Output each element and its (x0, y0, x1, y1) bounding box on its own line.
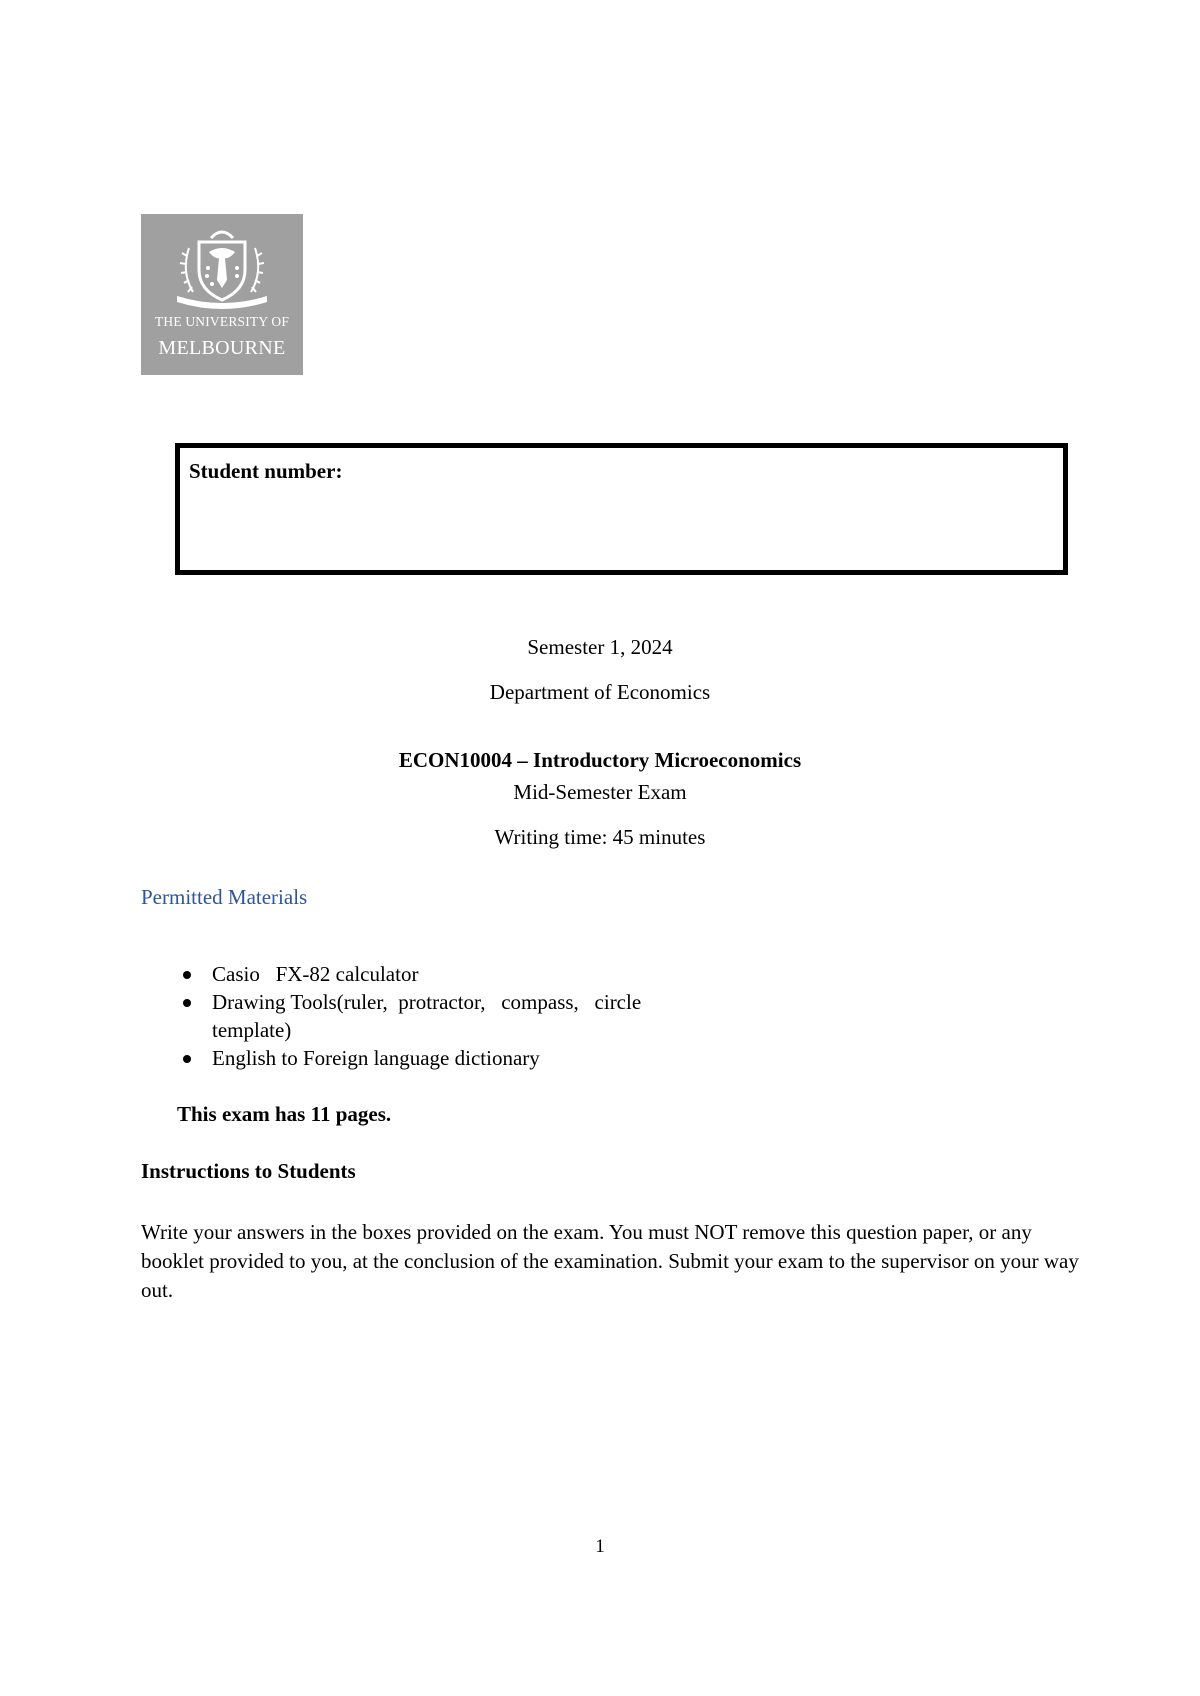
course-title: ECON10004 – Introductory Microeconomics (398, 748, 802, 772)
university-logo (141, 214, 303, 375)
logo-university-text: THE UNIVERSITY OF (154, 314, 290, 329)
department-text: Department of Economics (489, 680, 711, 704)
list-item-text: English to Foreign language dictionary (212, 1046, 540, 1070)
instructions-body: Write your answers in the boxes provided on the exam. You must NOT remove this question paper, or any booklet provided to you, at the conclusion of the examination. Submit your exam to the supervisor on your way out. (141, 1220, 1079, 1302)
page-number: 1 (595, 1536, 605, 1557)
instructions-heading: Instructions to Students (141, 1159, 356, 1183)
exam-pages-note: This exam has 11 pages. (177, 1102, 392, 1126)
bullet-icon (183, 971, 191, 979)
list-item (0, 960, 712, 988)
list-item-text: Drawing Tools(ruler, protractor, compass, circle template) (212, 990, 647, 1042)
student-number-label: Student number: (189, 459, 343, 483)
list-item-text: Casio FX-82 calculator (212, 962, 419, 986)
writing-time-text: Writing time: 45 minutes (494, 825, 706, 849)
exam-type-text: Mid-Semester Exam (513, 780, 687, 804)
logo-melbourne-text: MELBOURNE (158, 337, 286, 359)
bullet-icon (183, 999, 191, 1007)
list-item (0, 1044, 712, 1072)
list-item (0, 988, 712, 1044)
university-crest-icon (141, 214, 303, 314)
semester-text: Semester 1, 2024 (527, 635, 673, 659)
bullet-icon (183, 1055, 191, 1063)
permitted-materials-heading: Permitted Materials (141, 885, 308, 909)
student-number-box[interactable] (175, 443, 1068, 575)
permitted-materials-list (0, 960, 712, 1072)
